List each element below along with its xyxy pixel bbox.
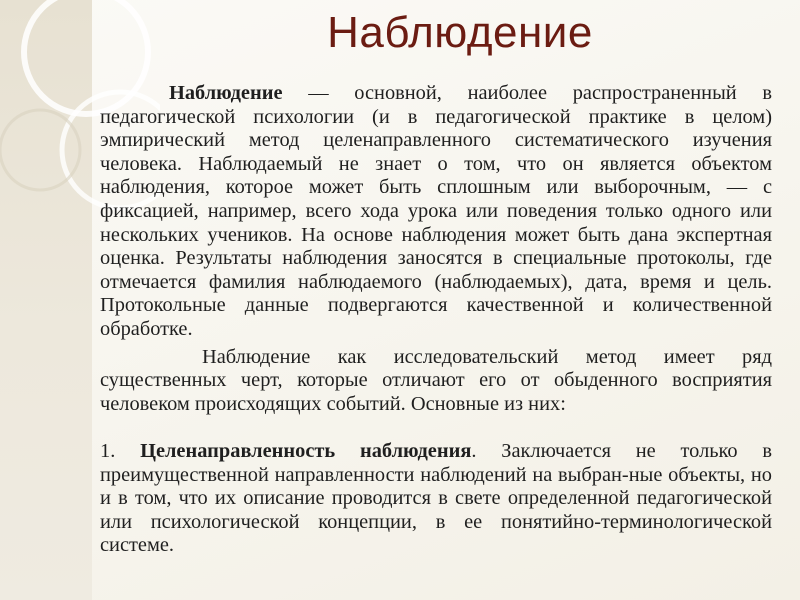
definition-text: — основной, наиболее распространенный в педагогической психологии (и в педагогической практике в целом) эмпирический метод целенаправленного систематического изучения человека. Наблюдаемый не знает о том, что он является объектом наблюдения, которое может быть сплошным или выборочным, — с фиксацией, например, всего хода урока или поведения только одного или нескольких учеников. На основе наблюдения может быть дана экспертная оценка. Результаты наблюдения заносятся в специальные протоколы, где отмечается фамилия наблюдаемого (наблюдаемых), дата, время и цель. Протокольные данные подвергаются качественной и количественной обработке. <box>100 82 772 340</box>
slide-body <box>100 82 772 558</box>
feature-number: 1. <box>100 439 141 462</box>
features-intro-paragraph: Наблюдение как исследовательский метод имеет ряд существенных черт, которые отличают его от обыденного восприятия человеком происходящих событий. Основные из них: <box>100 345 772 415</box>
slide-title: Наблюдение <box>327 8 593 57</box>
feature-item-1 <box>100 440 772 558</box>
definition-term: Наблюдение <box>169 82 283 104</box>
feature-text: . Заключается не только в преимущественной направленности наблюдений на выбран-ные объекты, но и в том, что их описание проводится в свете определенной педагогической или психологической концепции, в ее понятийно-терминологической системе. <box>100 439 773 557</box>
feature-heading: Целенаправленность наблюдения <box>140 439 472 462</box>
paragraph-spacer <box>100 416 772 440</box>
definition-paragraph <box>100 82 772 342</box>
